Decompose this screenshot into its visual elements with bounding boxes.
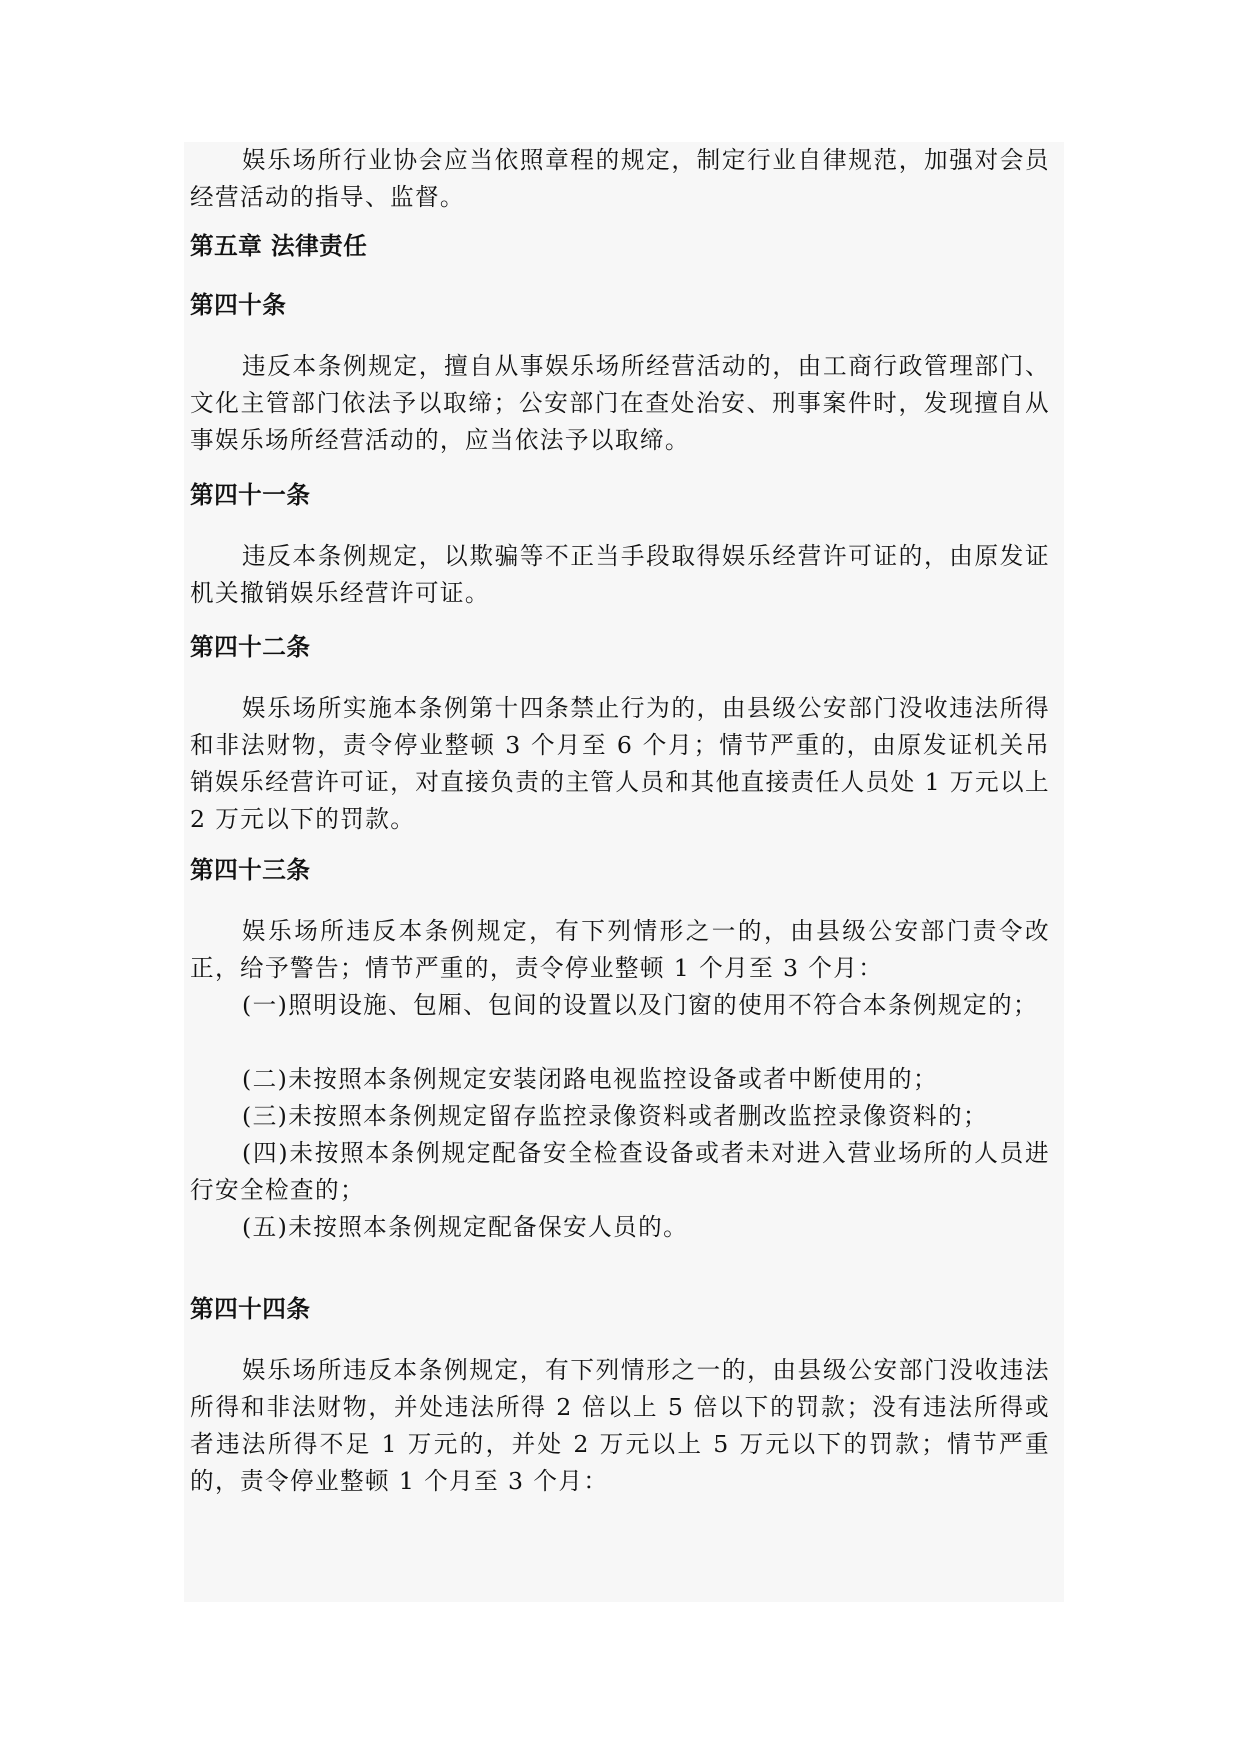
article-43-item-4: (四)未按照本条例规定配备安全检查设备或者未对进入营业场所的人员进行安全检查的； <box>190 1139 1050 1204</box>
chapter-heading: 第五章 法律责任 <box>190 232 368 260</box>
article-43-item-2: (二)未按照本条例规定安装闭路电视监控设备或者中断使用的； <box>242 1065 939 1093</box>
article-43-item-1: (一)照明设施、包厢、包间的设置以及门窗的使用不符合本条例规定的； <box>242 991 1039 1019</box>
article-40-title: 第四十条 <box>190 291 287 319</box>
article-43-item-3: (三)未按照本条例规定留存监控录像资料或者删改监控录像资料的； <box>242 1102 989 1130</box>
article-41-title: 第四十一条 <box>190 481 311 509</box>
article-44-title: 第四十四条 <box>190 1295 311 1323</box>
article-42-title: 第四十二条 <box>190 633 311 661</box>
paragraph-industry-association: 娱乐场所行业协会应当依照章程的规定，制定行业自律规范，加强对会员经营活动的指导、监督。 <box>190 146 1050 211</box>
article-43-item-5: (五)未按照本条例规定配备保安人员的。 <box>242 1213 689 1241</box>
document-content <box>184 142 1064 1602</box>
article-44-body: 娱乐场所违反本条例规定，有下列情形之一的，由县级公安部门没收违法所得和非法财物，并处违法所得 2 倍以上 5 倍以下的罚款；没有违法所得或者违法所得不足 1 万元的，并处 2 万元以上 5 万元以下的罚款；情节严重的，责令停业整顿 1 个月至 3 个月： <box>190 1356 1050 1495</box>
article-40-body: 违反本条例规定，擅自从事娱乐场所经营活动的，由工商行政管理部门、文化主管部门依法予以取缔；公安部门在查处治安、刑事案件时，发现擅自从事娱乐场所经营活动的，应当依法予以取缔。 <box>190 352 1050 454</box>
article-43-title: 第四十三条 <box>190 856 311 884</box>
article-43-body: 娱乐场所违反本条例规定，有下列情形之一的，由县级公安部门责令改正，给予警告；情节严重的，责令停业整顿 1 个月至 3 个月： <box>190 917 1050 982</box>
article-42-body: 娱乐场所实施本条例第十四条禁止行为的，由县级公安部门没收违法所得和非法财物，责令停业整顿 3 个月至 6 个月；情节严重的，由原发证机关吊销娱乐经营许可证，对直接负责的主管人员和其他直接责任人员处 1 万元以上 2 万元以下的罚款。 <box>190 694 1050 833</box>
article-41-body: 违反本条例规定，以欺骗等不正当手段取得娱乐经营许可证的，由原发证机关撤销娱乐经营许可证。 <box>190 542 1050 607</box>
